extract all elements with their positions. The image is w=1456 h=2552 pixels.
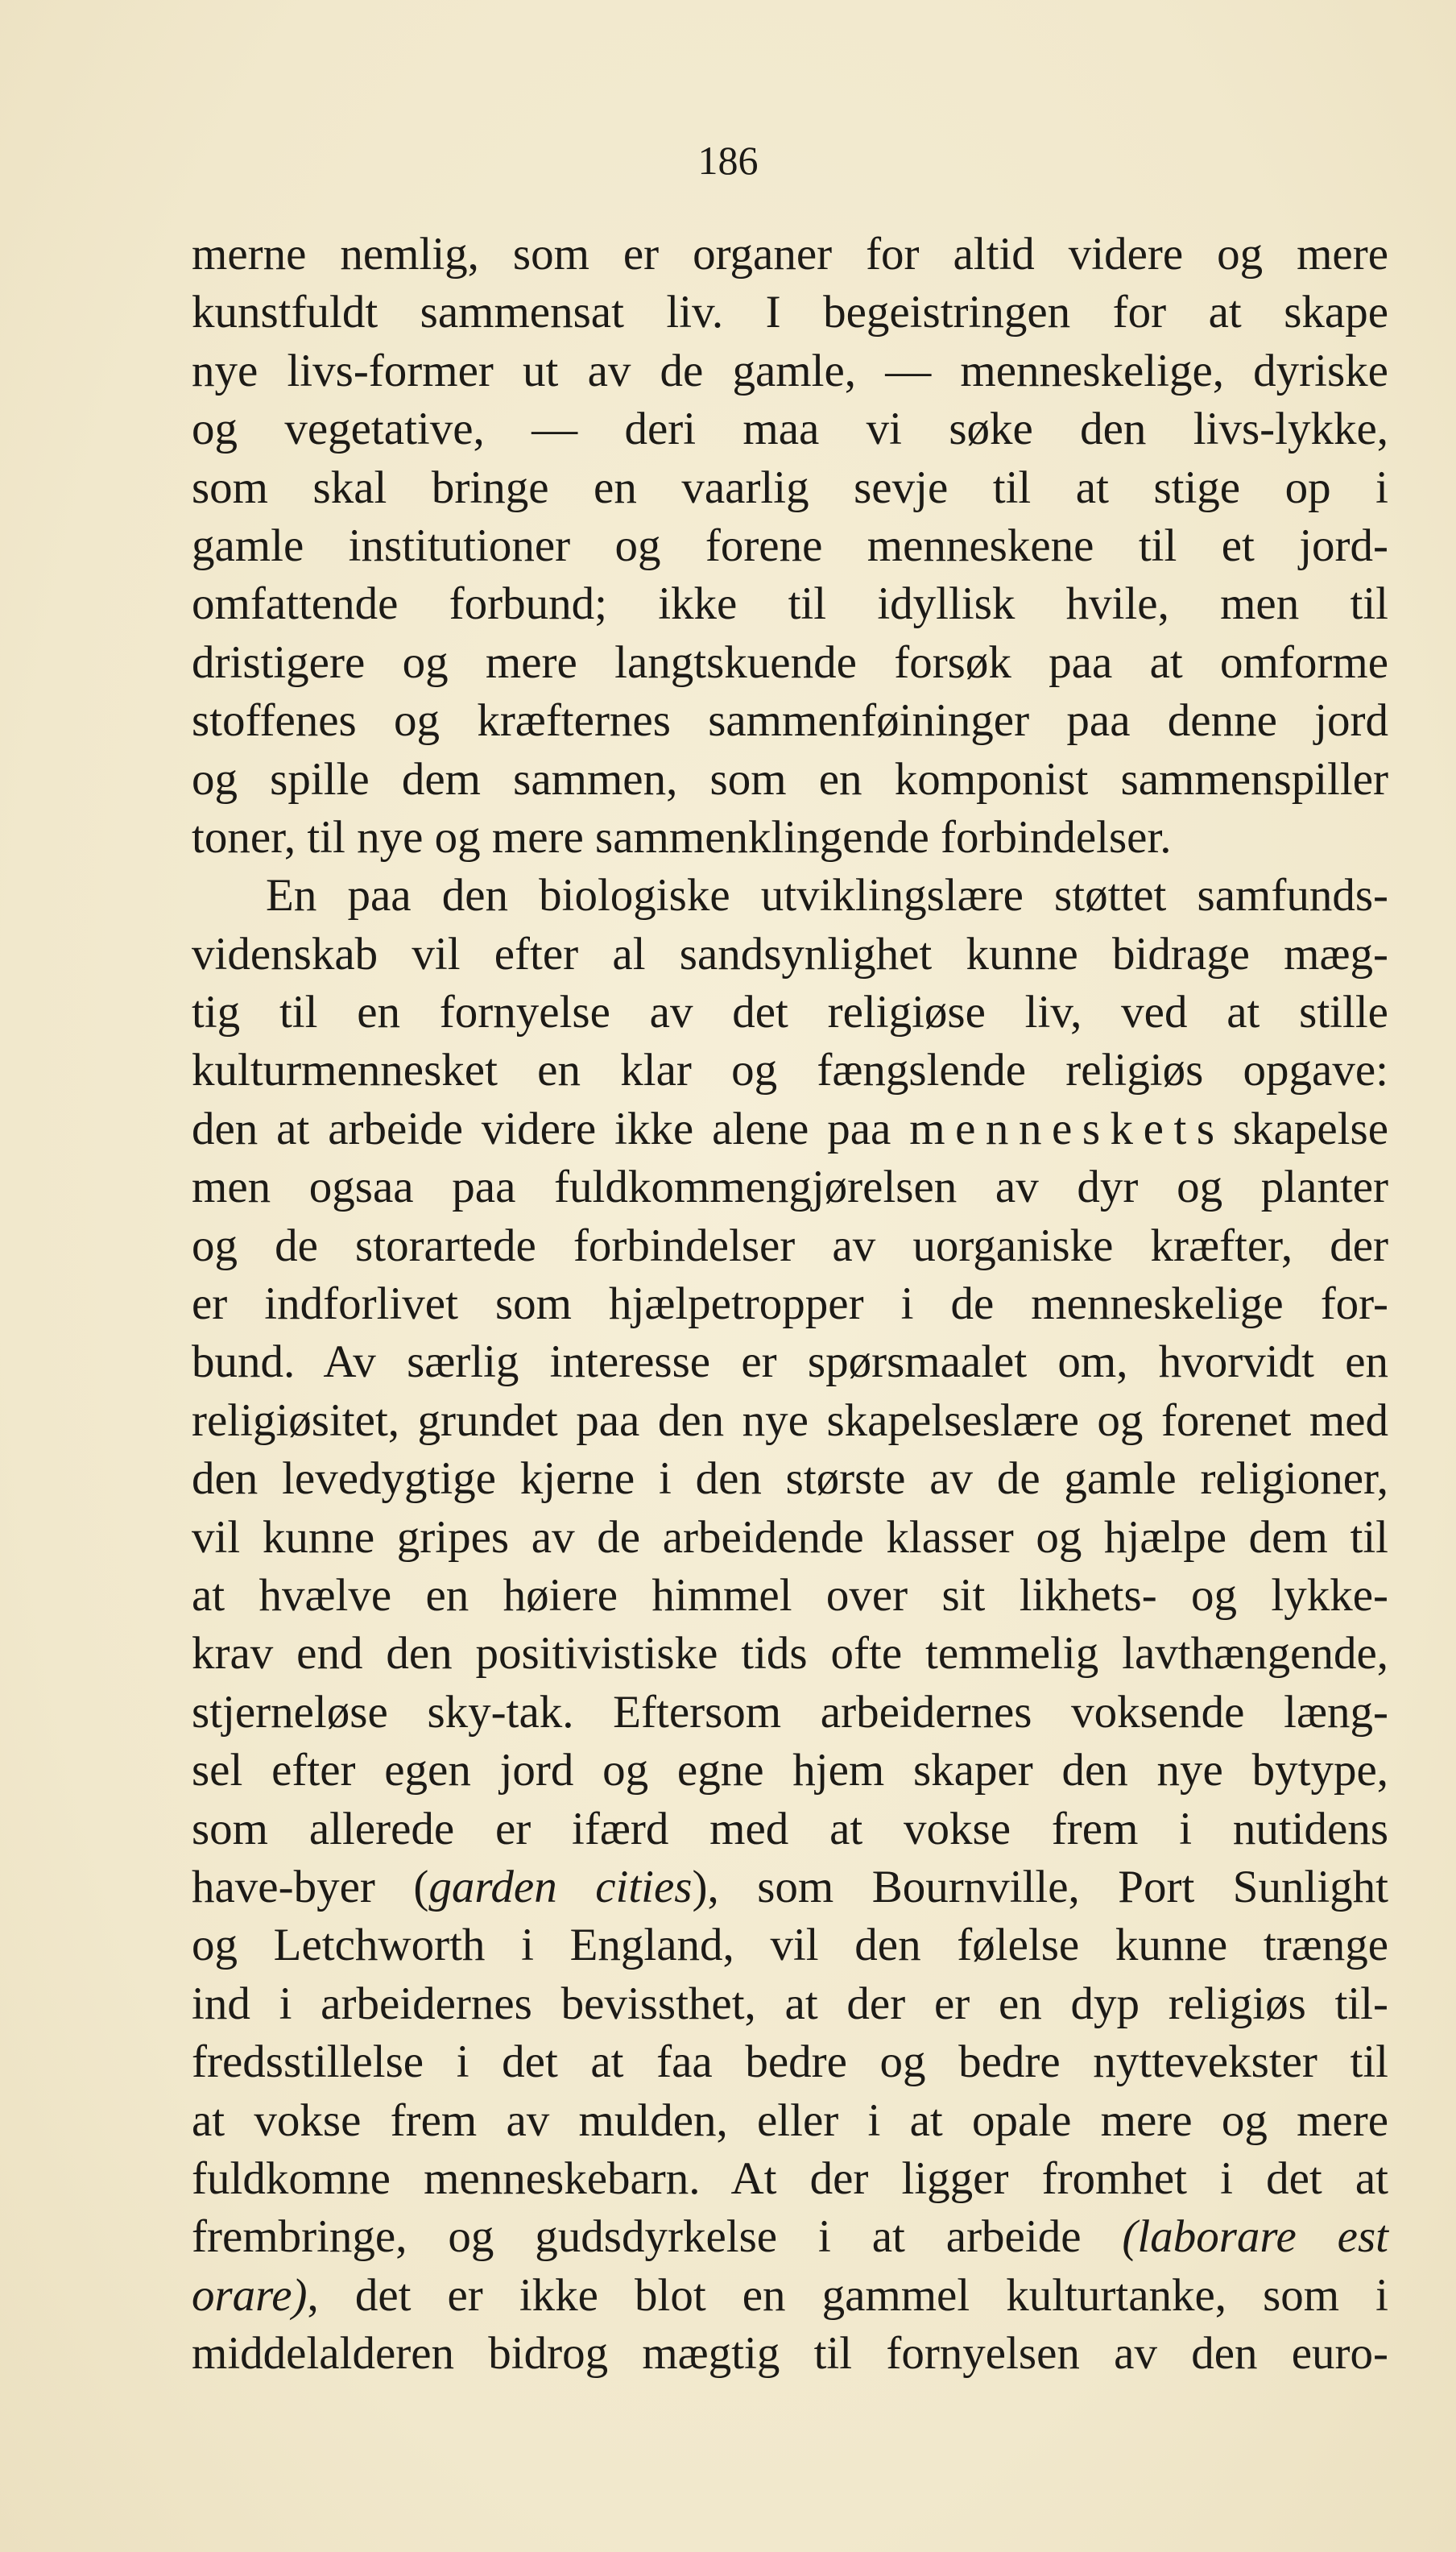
text-line: ind i arbeidernes bevissthet, at der er en dyp religiøs til- <box>192 1978 1388 2029</box>
text-line: men ogsaa paa fuldkommengjørelsen av dyr og planter <box>192 1162 1388 1213</box>
page-number: 186 <box>697 138 759 183</box>
text-line: frembringe, og gudsdyrkelse i at arbeide (laborare est <box>192 2211 1389 2263</box>
text-line: kunstfuldt sammensat liv. I begeistringen for at skape <box>192 287 1388 338</box>
text-line: tig til en fornyelse av det religiøse liv, ved at stille <box>192 987 1388 1038</box>
text-line: En paa den biologiske utviklingslære støttet samfunds- <box>266 870 1388 922</box>
text-line: gamle institutioner og forene menneskene til et jord- <box>192 520 1388 571</box>
text-line: og vegetative, — deri maa vi søke den livs-lykke, <box>192 404 1388 455</box>
text-line: have-byer (garden cities), som Bournville, Port Sunlight <box>192 1861 1389 1912</box>
text-line: og de storartede forbindelser av uorganiske kræfter, der <box>192 1220 1388 1271</box>
text-line: fredsstillelse i det at faa bedre og bedre nyttevekster til <box>192 2036 1388 2088</box>
text-line: religiøsitet, grundet paa den nye skapelseslære og forenet med <box>192 1394 1388 1446</box>
text-line: vil kunne gripes av de arbeidende klasser og hjælpe dem til <box>192 1511 1388 1563</box>
text-line: at vokse frem av mulden, eller i at opale mere og mere <box>192 2094 1388 2146</box>
text-line: som skal bringe en vaarlig sevje til at stige op i <box>192 462 1388 513</box>
text-line: dristigere og mere langtskuende forsøk paa at omforme <box>192 636 1388 688</box>
text-line: videnskab vil efter al sandsynlighet kunne bidrage mæg- <box>192 928 1388 980</box>
text-line: og spille dem sammen, som en komponist sammenspiller <box>192 753 1388 805</box>
text-line: som allerede er ifærd med at vokse frem i nutidens <box>192 1803 1388 1854</box>
text-line: stoffenes og kræfternes sammenføininger paa denne jord <box>192 695 1388 747</box>
italic-emphasis: (laborare est <box>1122 2211 1389 2263</box>
text-line: orare), det er ikke blot en gammel kulturtanke, som i <box>192 2269 1388 2321</box>
spaced-emphasis: mennesket <box>909 1103 1197 1154</box>
text-line: den levedygtige kjerne i den største av de gamle religioner, <box>192 1453 1388 1505</box>
text-line: krav end den positivistiske tids ofte temmelig lavthængende, <box>192 1628 1388 1680</box>
text-line: stjerneløse sky-tak. Eftersom arbeidernes voksende læng- <box>192 1686 1388 1738</box>
text-line: middelalderen bidrog mægtig til fornyelsen av den euro- <box>192 2328 1388 2380</box>
text-line: fuldkomne menneskebarn. At der ligger fromhet i det at <box>192 2152 1388 2204</box>
text-line: og Letchworth i England, vil den følelse kunne trænge <box>192 1920 1388 1971</box>
italic-emphasis: garden cities <box>428 1861 693 1912</box>
text-line: kulturmennesket en klar og fængslende religiøs opgave: <box>192 1045 1388 1096</box>
text-line: at hvælve en høiere himmel over sit likhets- og lykke- <box>192 1569 1388 1621</box>
text-line: nye livs-former ut av de gamle, — menneskelige, dyriske <box>192 345 1388 396</box>
body-text <box>192 226 1388 2383</box>
text-line: bund. Av særlig interesse er spørsmaalet om, hvorvidt en <box>192 1336 1388 1388</box>
text-line: den at arbeide videre ikke alene paa menneskets skapelse <box>192 1103 1388 1154</box>
text-line: omfattende forbund; ikke til idyllisk hvile, men til <box>192 578 1388 630</box>
text-line: merne nemlig, som er organer for altid videre og mere <box>192 229 1388 280</box>
text-line: er indforlivet som hjælpetropper i de menneskelige for- <box>192 1278 1388 1330</box>
italic-emphasis: orare) <box>192 2269 308 2321</box>
text-line: sel efter egen jord og egne hjem skaper den nye bytype, <box>192 1745 1388 1796</box>
text-line: toner, til nye og mere sammenklingende forbindelser. <box>192 811 1172 863</box>
